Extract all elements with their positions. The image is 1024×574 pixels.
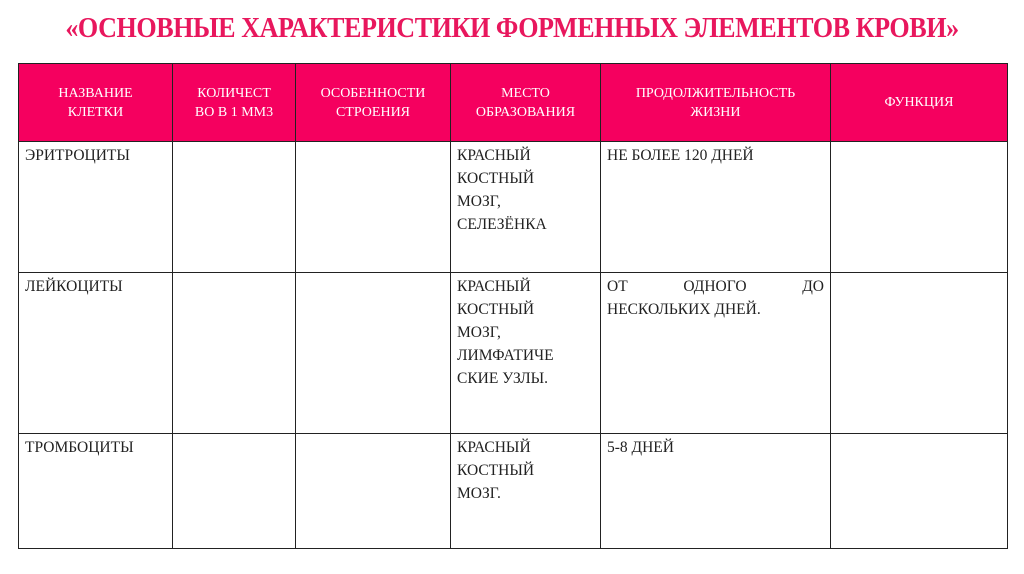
cell-name: ТРОМБОЦИТЫ bbox=[19, 434, 173, 549]
page-title: «ОСНОВНЫЕ ХАРАКТЕРИСТИКИ ФОРМЕННЫХ ЭЛЕМЕНТОВ КРОВИ» bbox=[65, 12, 959, 44]
table-row bbox=[19, 142, 1008, 273]
header-cell-origin: МЕСТО ОБРАЗОВАНИЯ bbox=[451, 64, 601, 142]
header-cell-lifespan: ПРОДОЛЖИТЕЛЬНОСТЬ ЖИЗНИ bbox=[601, 64, 831, 142]
cell-function bbox=[831, 273, 1008, 434]
cell-count bbox=[173, 142, 296, 273]
cell-count bbox=[173, 434, 296, 549]
header-cell-name: НАЗВАНИЕ КЛЕТКИ bbox=[19, 64, 173, 142]
cell-name: ЭРИТРОЦИТЫ bbox=[19, 142, 173, 273]
table-row bbox=[19, 273, 1008, 434]
header-row bbox=[19, 64, 1008, 142]
cell-lifespan: 5-8 ДНЕЙ bbox=[601, 434, 831, 549]
cell-function bbox=[831, 434, 1008, 549]
cell-origin: КРАСНЫЙ КОСТНЫЙ МОЗГ, ЛИМФАТИЧЕ СКИЕ УЗЛЫ. bbox=[451, 273, 601, 434]
cell-lifespan: НЕ БОЛЕЕ 120 ДНЕЙ bbox=[601, 142, 831, 273]
blood-cells-table bbox=[18, 63, 1008, 549]
cell-structure bbox=[296, 434, 451, 549]
cell-structure bbox=[296, 142, 451, 273]
cell-origin: КРАСНЫЙ КОСТНЫЙ МОЗГ, СЕЛЕЗЁНКА bbox=[451, 142, 601, 273]
table-row bbox=[19, 434, 1008, 549]
cell-name: ЛЕЙКОЦИТЫ bbox=[19, 273, 173, 434]
header-cell-count: КОЛИЧЕСТ ВО В 1 ММ3 bbox=[173, 64, 296, 142]
cell-function bbox=[831, 142, 1008, 273]
cell-lifespan: ОТ ОДНОГО ДО НЕСКОЛЬКИХ ДНЕЙ. bbox=[601, 273, 831, 434]
cell-origin: КРАСНЫЙ КОСТНЫЙ МОЗГ. bbox=[451, 434, 601, 549]
cell-count bbox=[173, 273, 296, 434]
header-cell-structure: ОСОБЕННОСТИ СТРОЕНИЯ bbox=[296, 64, 451, 142]
header-cell-function: ФУНКЦИЯ bbox=[831, 64, 1008, 142]
cell-structure bbox=[296, 273, 451, 434]
